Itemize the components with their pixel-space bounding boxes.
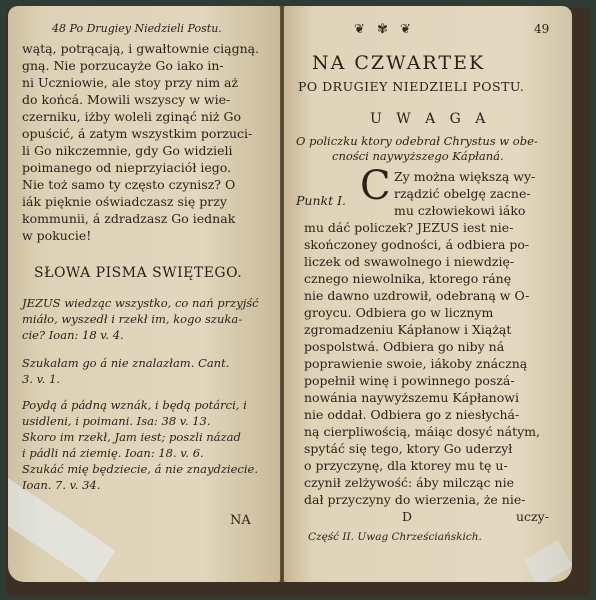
scripture-line: Szukáć mię będziecie, á nie znaydziecie. — [22, 462, 258, 476]
left-body-line: opuścić, á zatym wszystkim porzuci- — [22, 126, 253, 141]
page-title: NA CZWARTEK — [312, 52, 486, 74]
scripture-line: i pádli ná ziemię. Ioan: 18. v. 6. — [22, 446, 204, 460]
right-body-line: groycu. Odbiera go w licznym — [304, 305, 494, 320]
left-body-line: czerniku, iżby woleli zginąć niż Go — [22, 109, 241, 124]
left-body-line: w pokucie! — [22, 228, 92, 243]
page-footer: Część II. Uwag Chrześciańskich. — [308, 531, 482, 543]
page-number: 49 — [534, 22, 550, 36]
right-body-line: skończoney godności, á odbiera po- — [304, 237, 530, 252]
right-body-line: pospolstwá. Odbiera go niby ná — [304, 339, 505, 354]
right-body-line: nowánia naywyższemu Kápłanowi — [304, 390, 519, 405]
glass-weight — [8, 478, 116, 582]
right-body-line: o przyczynę, dla ktorey mu tę u- — [304, 458, 508, 473]
scripture-line: Szukałam go á nie znalazłam. Cant. — [22, 356, 230, 370]
scripture-line: 3. v. 1. — [22, 372, 61, 386]
scripture-line: cie? Ioan: 18 v. 4. — [22, 328, 124, 342]
left-body-line: Nie toż samo ty często czynisz? O — [22, 177, 236, 192]
right-body-line: Zy można większą wy- — [394, 169, 536, 184]
left-body-line: ni Uczniowie, ale stoy przy nim aż — [22, 75, 239, 90]
left-body-line: poimanego od nieprzyiaciół iego. — [22, 160, 232, 175]
signature-mark: D — [402, 509, 413, 524]
right-body-line: czynił zelżywość: áby milcząc nie — [304, 475, 514, 490]
right-body-line: mu człowiekowi iáko — [394, 203, 526, 218]
right-body-line: rządzić obelgę zacne- — [394, 186, 531, 201]
right-body-line: nie oddał. Odbiera go z niesłychá- — [304, 407, 520, 422]
scripture-line: miáło, wyszedł i rzekł im, kogo szuka- — [22, 312, 243, 326]
section-title: SŁOWA PISMA SWIĘTEGO. — [34, 265, 243, 281]
right-body-line: mu dáć policzek? JEZUS iest nie- — [304, 220, 514, 235]
right-body-line: dał przyczyny do wierzenia, że nie- — [304, 492, 526, 507]
scripture-line: Poydą á pádną wznák, i będą potárci, i — [22, 398, 247, 412]
right-body-line: spytáć się tego, ktory Go uderzył — [304, 441, 513, 456]
left-page-header: 48 Po Drugiey Niedzieli Postu. — [52, 22, 222, 35]
left-body-line: li Go nikczemnie, gdy Go widzieli — [22, 143, 233, 158]
header-ornament: ❦ ✾ ❦ — [354, 22, 415, 37]
right-body-line: poprawienie swoie, iákoby znáczną — [304, 356, 528, 371]
left-body-line: kommunii, á zdradzasz Go iednak — [22, 211, 236, 226]
left-body-line: wątą, potrącają, i gwałtownie ciągną. — [22, 41, 260, 56]
left-catchword: NA — [230, 513, 251, 528]
glass-weight-right — [523, 540, 572, 582]
topic-line: cności naywyższego Kápłaná. — [332, 149, 504, 163]
scripture-line: usidleni, i poimani. Isa: 38 v. 13. — [22, 414, 211, 428]
right-catchword: uczy- — [516, 509, 549, 524]
punkt-label: Punkt I. — [296, 193, 346, 208]
right-body-line: cznego niewolnika, ktorego ránę — [304, 271, 512, 286]
scripture-line: Skoro im rzekł, Jam iest; poszli názad — [22, 430, 241, 444]
section-heading: U W A G A — [370, 111, 491, 127]
left-page — [8, 6, 280, 582]
left-body-line: iák pięknie oświadczasz się przy — [22, 194, 227, 209]
right-page — [284, 6, 572, 582]
right-body-line: ną cierpliwością, máiąc dosyć nátym, — [304, 424, 541, 439]
page-subtitle: PO DRUGIEY NIEDZIELI POSTU. — [298, 79, 525, 94]
right-body-line: zgromadzeniu Kápłanow i Xiążąt — [304, 322, 512, 337]
right-body-line: liczek od swawolnego i niewdzię- — [304, 254, 515, 269]
topic-line: O policzku ktory odebrał Chrystus w obe- — [296, 134, 538, 148]
left-body-line: gną. Nie porzucayże Go iako in- — [22, 58, 224, 73]
drop-cap: C — [360, 163, 391, 209]
left-body-line: do końcá. Mowili wszyscy w wie- — [22, 92, 231, 107]
scripture-line: Ioan. 7. v. 34. — [22, 478, 101, 492]
scripture-line: JEZUS wiedząc wszystko, co nań przyjść — [22, 296, 259, 310]
right-body-line: popełnił winę i powinnego poszá- — [304, 373, 515, 388]
right-body-line: nie dawno uzdrowił, odebraną w O- — [304, 288, 530, 303]
